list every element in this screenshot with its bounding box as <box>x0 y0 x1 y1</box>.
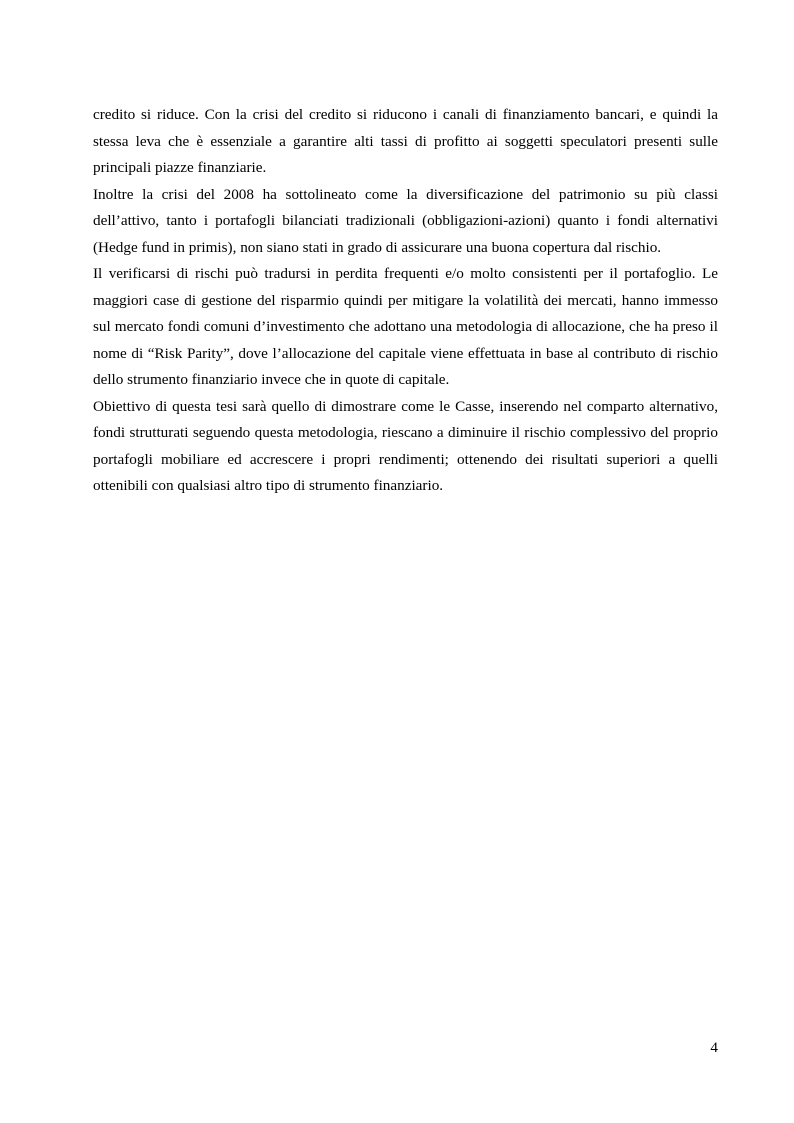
body-text <box>93 102 718 500</box>
paragraph-2: Inoltre la crisi del 2008 ha sottolineato come la diversificazione del patrimonio su più classi dell’attivo, tanto i portafogli bilanciati tradizionali (obbligazioni-azioni) quanto i fondi alternativi (Hedge fund in primis), non siano stati in grado di assicurare una buona copertura dal rischio. <box>93 185 718 256</box>
paragraph-4: Obiettivo di questa tesi sarà quello di dimostrare come le Casse, inserendo nel comparto alternativo, fondi strutturati seguendo questa metodologia, riescano a diminuire il rischio complessivo del proprio portafogli mobiliare ed accrescere i propri rendimenti; ottenendo dei risultati superiori a quelli ottenibili con qualsiasi altro tipo di strumento finanziario. <box>93 397 718 494</box>
paragraph-1: credito si riduce. Con la crisi del credito si riducono i canali di finanziamento bancari, e quindi la stessa leva che è essenziale a garantire alti tassi di profitto ai soggetti speculatori presenti sulle principali piazze finanziarie. <box>93 106 718 176</box>
page-number: 4 <box>710 1039 718 1056</box>
paragraph-3: Il verificarsi di rischi può tradursi in perdita frequenti e/o molto consistenti per il portafoglio. Le maggiori case di gestione del risparmio quindi per mitigare la volatilità dei mercati, hanno immesso sul mercato fondi comuni d’investimento che adottano una metodologia di allocazione, che ha preso il nome di “Risk Parity”, dove l’allocazione del capitale viene effettuata in base al contributo di rischio dello strumento finanziario invece che in quote di capitale. <box>93 265 718 388</box>
